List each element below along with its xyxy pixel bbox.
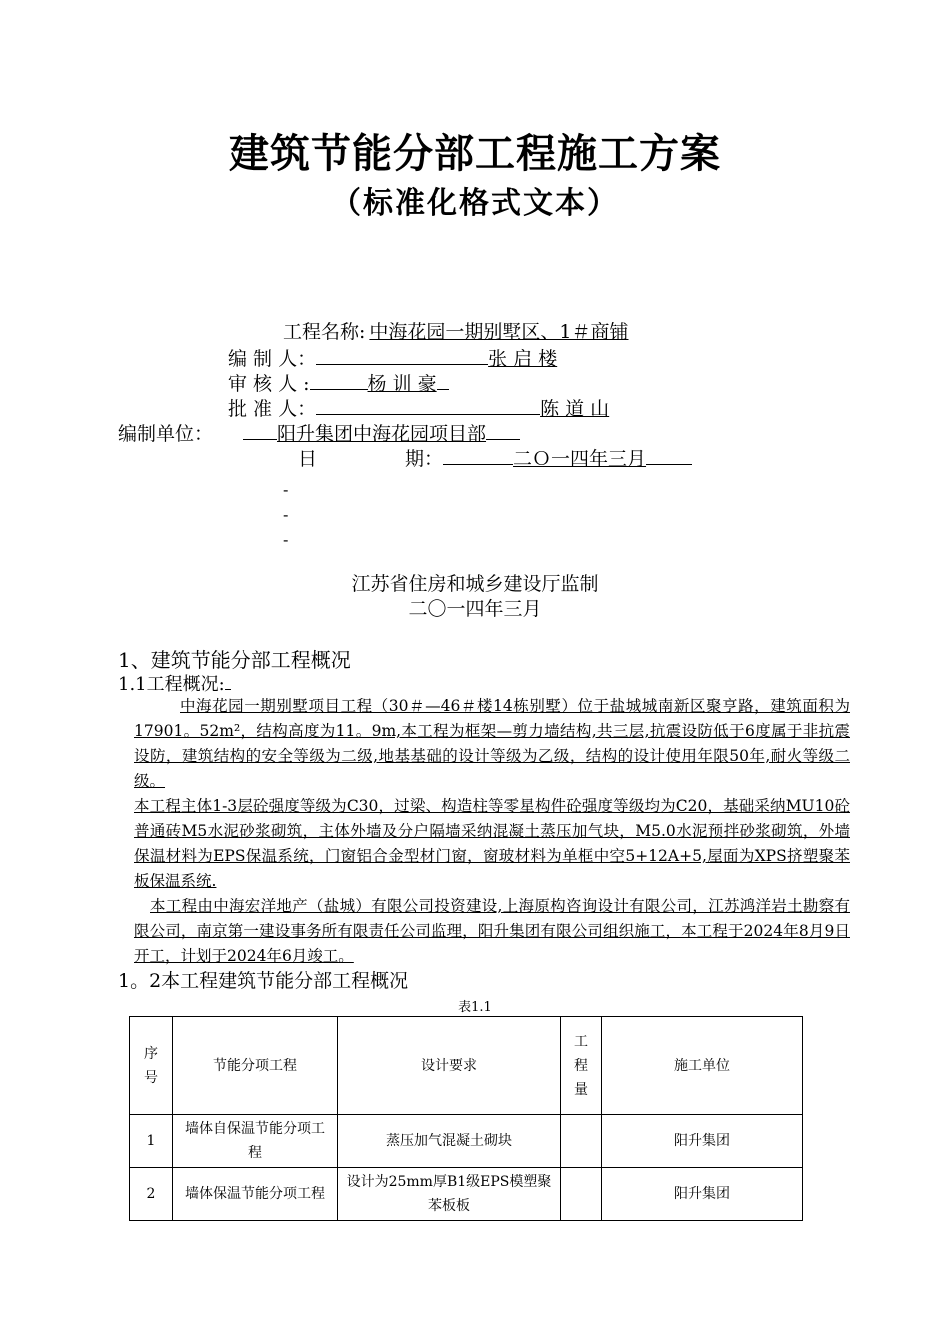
header-builder: 施工单位 (602, 1017, 803, 1115)
row-design: 设计为25mm厚B1级EPS模塑聚苯板板 (338, 1168, 561, 1221)
project-name-line (283, 320, 629, 344)
row-seq: 2 (130, 1168, 173, 1221)
energy-items-table (129, 1016, 803, 1221)
row-item: 墙体自保温节能分项工程 (173, 1115, 338, 1168)
dash-mark: - (283, 480, 289, 499)
dash-mark: - (283, 530, 289, 549)
row-qty (561, 1115, 602, 1168)
overview-paragraph-1: 中海花园一期别墅项目工程（30＃—46＃楼14栋别墅）位于盐城城南新区聚亨路，建筑面积为17901。52m²，结构高度为11。9m,本工程为框架—剪力墙结构,共三层,抗震设防低于6度属于非抗震设防，建筑结构的安全等级为二级,地基基础的设计等级为乙级，结构的设计使用年限50年,耐火等级二级。 (134, 697, 850, 790)
project-name-value: 中海花园一期别墅区、1＃商铺 (369, 321, 629, 343)
unit-line (118, 420, 520, 446)
section-1-heading: 1、建筑节能分部工程概况 (118, 648, 351, 672)
editor-line (228, 345, 557, 371)
editor-label: 编 制 人： (228, 348, 317, 370)
issue-date: 二〇一四年三月 (408, 598, 542, 620)
row-item: 墙体保温节能分项工程 (173, 1168, 338, 1221)
header-qty: 工程量 (561, 1017, 602, 1115)
date-value: 二Ｏ一四年三月 (513, 448, 647, 470)
overview-paragraph-3: 本工程由中海宏洋地产（盐城）有限公司投资建设,上海原构咨询设计有限公司，江苏鸿洋岩土勘察有限公司，南京第一建设事务所有限责任公司监理，阳升集团有限公司组织施工，本工程于2024年8月9日开工，计划于2024年6月竣工。 (134, 897, 850, 965)
editor-blank (316, 345, 488, 365)
reviewer-value: 杨 训 豪 (367, 373, 437, 395)
header-seq: 序号 (130, 1017, 173, 1115)
section-1-1-heading: 1.1工程概况: (118, 670, 231, 696)
approver-line (228, 395, 609, 421)
header-design: 设计要求 (338, 1017, 561, 1115)
editor-value: 张 启 楼 (488, 348, 558, 370)
document-title: 建筑节能分部工程施工方案 (229, 131, 721, 177)
approver-value: 陈 道 山 (540, 398, 610, 420)
project-name-label: 工程名称: (283, 321, 366, 343)
date-label-2: 期： (405, 448, 444, 470)
approver-label: 批 准 人： (228, 398, 317, 420)
table-row (130, 1168, 803, 1221)
document-subtitle: （标准化格式文本） (331, 186, 619, 221)
table-caption: 表1.1 (458, 1000, 492, 1015)
unit-label: 编制单位： (118, 423, 214, 445)
overview-paragraph-2: 本工程主体1-3层砼强度等级为C30，过梁、构造柱等零星构件砼强度等级均为C20，基础采纳MU10砼普通砖M5水泥砂浆砌筑，主体外墙及分户隔墙采纳混凝土蒸压加气块，M5.0水泥预拌砂浆砌筑，外墙保温材料为EPS保温系统，门窗铝合金型材门窗，窗玻材料为单框中空5+12A+5,屋面为XPS挤塑聚苯板保温系统. (134, 797, 850, 890)
row-seq: 1 (130, 1115, 173, 1168)
table-row (130, 1115, 803, 1168)
supervisor-line: 江苏省住房和城乡建设厅监制 (351, 573, 599, 595)
reviewer-blank (310, 370, 368, 390)
date-label-1: 日 (298, 448, 318, 470)
dash-mark: - (283, 505, 289, 524)
row-qty (561, 1168, 602, 1221)
reviewer-line (228, 370, 449, 396)
header-item: 节能分项工程 (173, 1017, 338, 1115)
reviewer-label: 审 核 人 : (228, 373, 310, 395)
row-builder: 阳升集团 (602, 1168, 803, 1221)
unit-value: 阳升集团中海花园项目部 (277, 423, 487, 445)
table-header-row (130, 1017, 803, 1115)
date-line (298, 445, 692, 471)
section-1-2-heading: 1。2本工程建筑节能分部工程概况 (118, 970, 409, 992)
row-builder: 阳升集团 (602, 1115, 803, 1168)
approver-blank (316, 395, 540, 415)
row-design: 蒸压加气混凝土砌块 (338, 1115, 561, 1168)
